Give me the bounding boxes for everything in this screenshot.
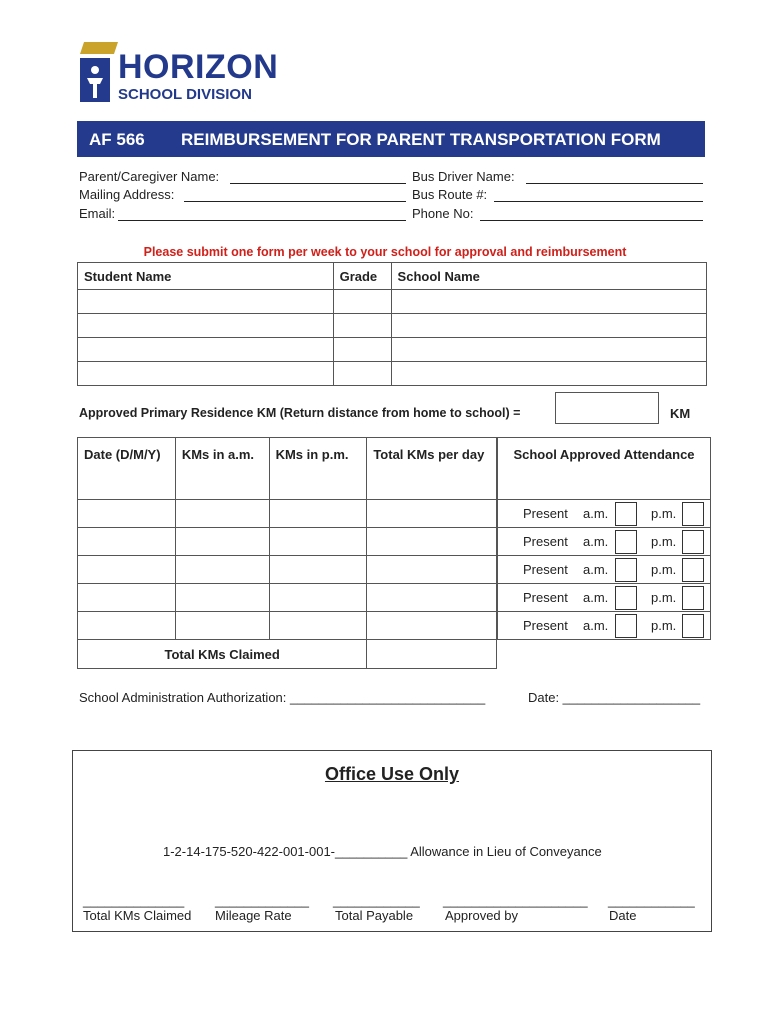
am-checkbox[interactable]: [615, 558, 637, 582]
am-checkbox[interactable]: [615, 586, 637, 610]
approved-km-field[interactable]: [555, 392, 659, 424]
pm-checkbox[interactable]: [682, 530, 704, 554]
authorization-date-label: Date: ___________________: [528, 690, 701, 705]
present-label: Present: [523, 562, 568, 577]
table-row: [78, 314, 707, 338]
account-line: 1-2-14-175-520-422-001-001-__________ Allowance in Lieu of Conveyance: [163, 844, 602, 859]
student-name-cell[interactable]: [78, 338, 334, 362]
bus-route-field[interactable]: [494, 201, 703, 202]
parent-name-label: Parent/Caregiver Name:: [79, 169, 220, 184]
total-row: [78, 640, 497, 669]
total-kms-day-cell[interactable]: [367, 584, 497, 612]
pm-checkbox[interactable]: [682, 558, 704, 582]
office-mileage-rate-label: Mileage Rate: [215, 908, 292, 923]
pm-label: p.m.: [651, 562, 677, 577]
student-name-header: Student Name: [78, 263, 334, 290]
logo-subtitle: SCHOOL DIVISION: [118, 86, 252, 103]
kms-pm-header: KMs in p.m.: [269, 438, 367, 500]
total-kms-claimed-label: Total KMs Claimed: [78, 640, 367, 669]
kms-am-header: KMs in a.m.: [175, 438, 269, 500]
grade-cell[interactable]: [333, 362, 391, 386]
am-checkbox[interactable]: [615, 530, 637, 554]
date-cell[interactable]: [78, 584, 176, 612]
kms-pm-cell[interactable]: [269, 528, 367, 556]
grade-cell[interactable]: [333, 314, 391, 338]
pm-label: p.m.: [651, 534, 677, 549]
office-blank-line: ____________: [608, 893, 695, 908]
pm-checkbox[interactable]: [682, 502, 704, 526]
am-label: a.m.: [583, 590, 609, 605]
date-cell[interactable]: [78, 500, 176, 528]
office-approved-by-label: Approved by: [445, 908, 518, 923]
date-cell[interactable]: [78, 528, 176, 556]
total-kms-day-cell[interactable]: [367, 612, 497, 640]
trip-table: [77, 437, 497, 669]
office-use-box: [72, 750, 712, 932]
am-checkbox[interactable]: [615, 614, 637, 638]
kms-am-cell[interactable]: [175, 584, 269, 612]
student-name-cell[interactable]: [78, 314, 334, 338]
school-name-cell[interactable]: [391, 314, 706, 338]
student-table: [77, 262, 707, 386]
office-total-kms-label: Total KMs Claimed: [83, 908, 192, 923]
km-unit-label: KM: [670, 406, 691, 421]
attendance-table: [497, 437, 711, 640]
kms-pm-cell[interactable]: [269, 612, 367, 640]
table-row: [78, 338, 707, 362]
email-label: Email:: [79, 206, 116, 221]
parent-name-field[interactable]: [230, 183, 406, 184]
kms-pm-cell[interactable]: [269, 556, 367, 584]
office-date-label: Date: [609, 908, 637, 923]
am-label: a.m.: [583, 534, 609, 549]
grade-header: Grade: [333, 263, 391, 290]
student-table-header: [78, 263, 707, 290]
date-cell[interactable]: [78, 556, 176, 584]
table-row: [78, 290, 707, 314]
email-field[interactable]: [118, 220, 406, 221]
kms-am-cell[interactable]: [175, 500, 269, 528]
office-blank-line: ______________: [83, 893, 185, 908]
pm-label: p.m.: [651, 618, 677, 633]
mailing-address-field[interactable]: [184, 201, 406, 202]
attendance-row: [498, 584, 711, 612]
total-kms-day-cell[interactable]: [367, 556, 497, 584]
bus-route-label: Bus Route #:: [412, 187, 488, 202]
date-header: Date (D/M/Y): [78, 438, 176, 500]
office-total-payable-label: Total Payable: [335, 908, 414, 923]
office-blank-line: ____________________: [443, 893, 588, 908]
attendance-row: [498, 500, 711, 528]
school-name-header: School Name: [391, 263, 706, 290]
mailing-address-label: Mailing Address:: [79, 187, 175, 202]
pm-checkbox[interactable]: [682, 586, 704, 610]
phone-field[interactable]: [480, 220, 703, 221]
bus-driver-field[interactable]: [526, 183, 703, 184]
school-name-cell[interactable]: [391, 290, 706, 314]
attendance-row: [498, 528, 711, 556]
table-row: [78, 362, 707, 386]
table-row: [78, 528, 497, 556]
office-blank-line: ____________: [333, 893, 420, 908]
title-bar: [77, 121, 705, 157]
phone-label: Phone No:: [412, 206, 474, 221]
form-code: AF 566: [89, 130, 145, 149]
grade-cell[interactable]: [333, 338, 391, 362]
authorization-label: School Administration Authorization: ___________________________: [79, 690, 486, 705]
am-label: a.m.: [583, 562, 609, 577]
kms-am-cell[interactable]: [175, 528, 269, 556]
student-name-cell[interactable]: [78, 290, 334, 314]
present-label: Present: [523, 534, 568, 549]
office-use-title: Office Use Only: [324, 764, 460, 784]
pm-label: p.m.: [651, 506, 677, 521]
table-row: [78, 500, 497, 528]
attendance-row: [498, 556, 711, 584]
school-name-cell[interactable]: [391, 362, 706, 386]
total-kms-day-cell[interactable]: [367, 500, 497, 528]
table-row: [78, 556, 497, 584]
school-name-cell[interactable]: [391, 338, 706, 362]
present-label: Present: [523, 618, 568, 633]
office-blank-line: _____________: [215, 893, 309, 908]
am-label: a.m.: [583, 618, 609, 633]
kms-pm-cell[interactable]: [269, 500, 367, 528]
am-checkbox[interactable]: [615, 502, 637, 526]
approved-km-label: Approved Primary Residence KM (Return distance from home to school) =: [79, 406, 521, 420]
kms-pm-cell[interactable]: [269, 584, 367, 612]
date-cell[interactable]: [78, 612, 176, 640]
attendance-header: School Approved Attendance: [498, 438, 711, 500]
grade-cell[interactable]: [333, 290, 391, 314]
table-row: [78, 584, 497, 612]
submission-notice: Please submit one form per week to your school for approval and reimbursement: [143, 245, 627, 259]
attendance-row: [498, 612, 711, 640]
kms-am-cell[interactable]: [175, 612, 269, 640]
horizon-logo: [78, 36, 288, 106]
pm-label: p.m.: [651, 590, 677, 605]
total-kms-day-cell[interactable]: [367, 528, 497, 556]
am-label: a.m.: [583, 506, 609, 521]
bus-driver-label: Bus Driver Name:: [412, 169, 515, 184]
form-title: REIMBURSEMENT FOR PARENT TRANSPORTATION FORM: [181, 130, 661, 149]
logo-wordmark: HORIZON: [118, 48, 279, 86]
kms-am-cell[interactable]: [175, 556, 269, 584]
present-label: Present: [523, 590, 568, 605]
total-kms-claimed-cell[interactable]: [367, 640, 497, 669]
trip-table-header: [78, 438, 497, 500]
present-label: Present: [523, 506, 568, 521]
total-kms-day-header: Total KMs per day: [367, 438, 497, 500]
pm-checkbox[interactable]: [682, 614, 704, 638]
table-row: [78, 612, 497, 640]
student-name-cell[interactable]: [78, 362, 334, 386]
